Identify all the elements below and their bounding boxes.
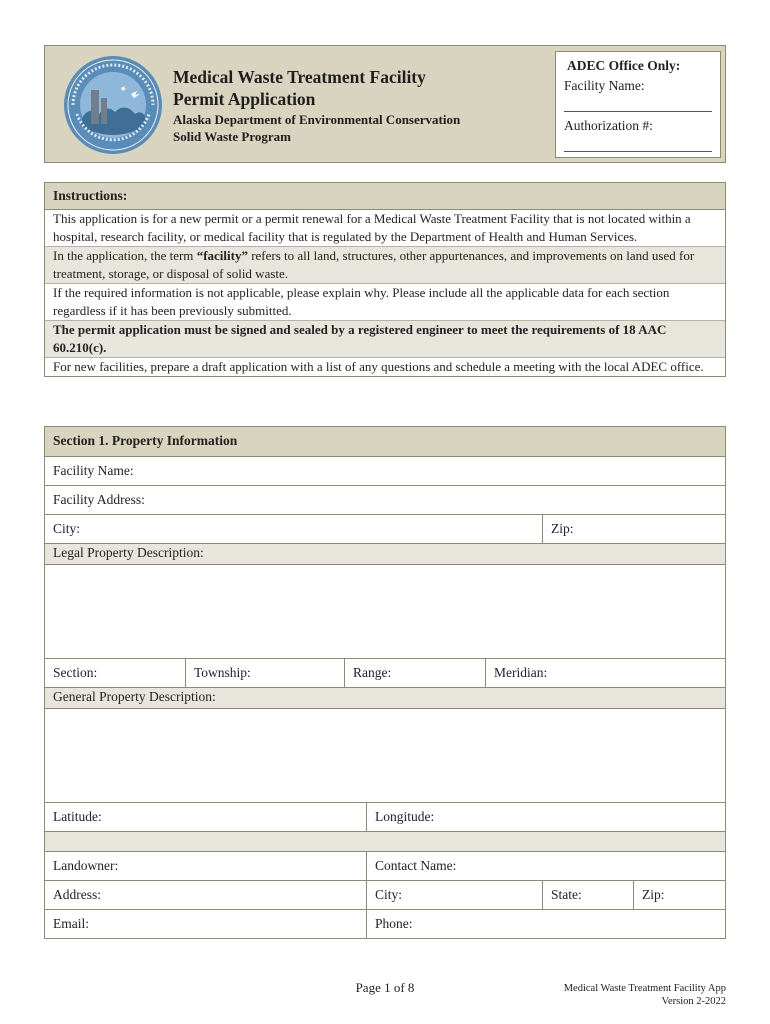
range-field[interactable]: Range: bbox=[345, 659, 486, 687]
section-heading: Section 1. Property Information bbox=[45, 427, 725, 457]
facility-name-field[interactable]: Facility Name: bbox=[53, 463, 134, 478]
section-property-information bbox=[44, 426, 726, 939]
email-field[interactable]: Email: bbox=[45, 910, 367, 938]
instruction-paragraph-2: In the application, the term “facility” refers to all land, structures, other appurtenances, and improvements on land used for treatment, storage, or disposal of solid waste. bbox=[45, 247, 725, 284]
contact-name-field[interactable]: Contact Name: bbox=[375, 858, 457, 873]
section-field[interactable]: Section: bbox=[45, 659, 186, 687]
instruction-paragraph-5: For new facilities, prepare a draft application with a list of any questions and schedule a meeting with the local ADEC office. bbox=[53, 359, 704, 374]
instruction-paragraph-1: This application is for a new permit or a permit renewal for a Medical Waste Treatment Facility that is not located within a hospital, research facility, or medical facility that is regulated by the Department of Health and Human Services. bbox=[45, 210, 725, 247]
landowner-field[interactable]: Landowner: bbox=[45, 852, 367, 880]
latitude-field[interactable]: Latitude: bbox=[45, 803, 367, 831]
city2-field[interactable]: City: bbox=[367, 881, 543, 909]
city-field[interactable]: City: bbox=[45, 515, 543, 543]
legal-description-field[interactable] bbox=[45, 565, 725, 659]
form-title: Medical Waste Treatment Facility Permit Application bbox=[173, 67, 426, 109]
header-banner bbox=[44, 45, 726, 163]
adec-seal-icon bbox=[61, 54, 165, 156]
instructions-box bbox=[44, 182, 726, 377]
general-description-label: General Property Description: bbox=[45, 688, 725, 709]
separator-strip bbox=[45, 832, 725, 852]
meridian-field[interactable]: Meridian: bbox=[494, 665, 548, 680]
state-field[interactable]: State: bbox=[543, 881, 634, 909]
office-authorization-field[interactable] bbox=[564, 134, 712, 152]
office-authorization-label: Authorization #: bbox=[564, 118, 653, 133]
instruction-paragraph-3: If the required information is not applicable, please explain why. Please include all the applicable data for each section regardless if it has been previously submitted. bbox=[45, 284, 725, 321]
general-description-field[interactable] bbox=[45, 709, 725, 803]
zip2-field[interactable]: Zip: bbox=[642, 887, 665, 902]
document-version: Medical Waste Treatment Facility App Version 2-2022 bbox=[563, 983, 726, 1007]
instruction-paragraph-4: The permit application must be signed and sealed by a registered engineer to meet the requirements of 18 AAC 60.210(c). bbox=[45, 321, 725, 358]
facility-address-field[interactable]: Facility Address: bbox=[53, 492, 145, 507]
zip-field[interactable]: Zip: bbox=[551, 521, 574, 536]
legal-description-label: Legal Property Description: bbox=[45, 544, 725, 565]
office-use-title: ADEC Office Only: bbox=[567, 58, 681, 73]
office-use-box bbox=[555, 51, 721, 158]
township-field[interactable]: Township: bbox=[186, 659, 345, 687]
department-name: Alaska Department of Environmental Conservation Solid Waste Program bbox=[173, 112, 461, 144]
address-field[interactable]: Address: bbox=[45, 881, 367, 909]
phone-field[interactable]: Phone: bbox=[375, 916, 413, 931]
page-number: Page 1 of 8 bbox=[355, 980, 415, 995]
office-facility-name-field[interactable] bbox=[564, 94, 712, 112]
longitude-field[interactable]: Longitude: bbox=[375, 809, 435, 824]
instructions-heading: Instructions: bbox=[45, 183, 725, 210]
office-facility-name-label: Facility Name: bbox=[564, 78, 645, 93]
